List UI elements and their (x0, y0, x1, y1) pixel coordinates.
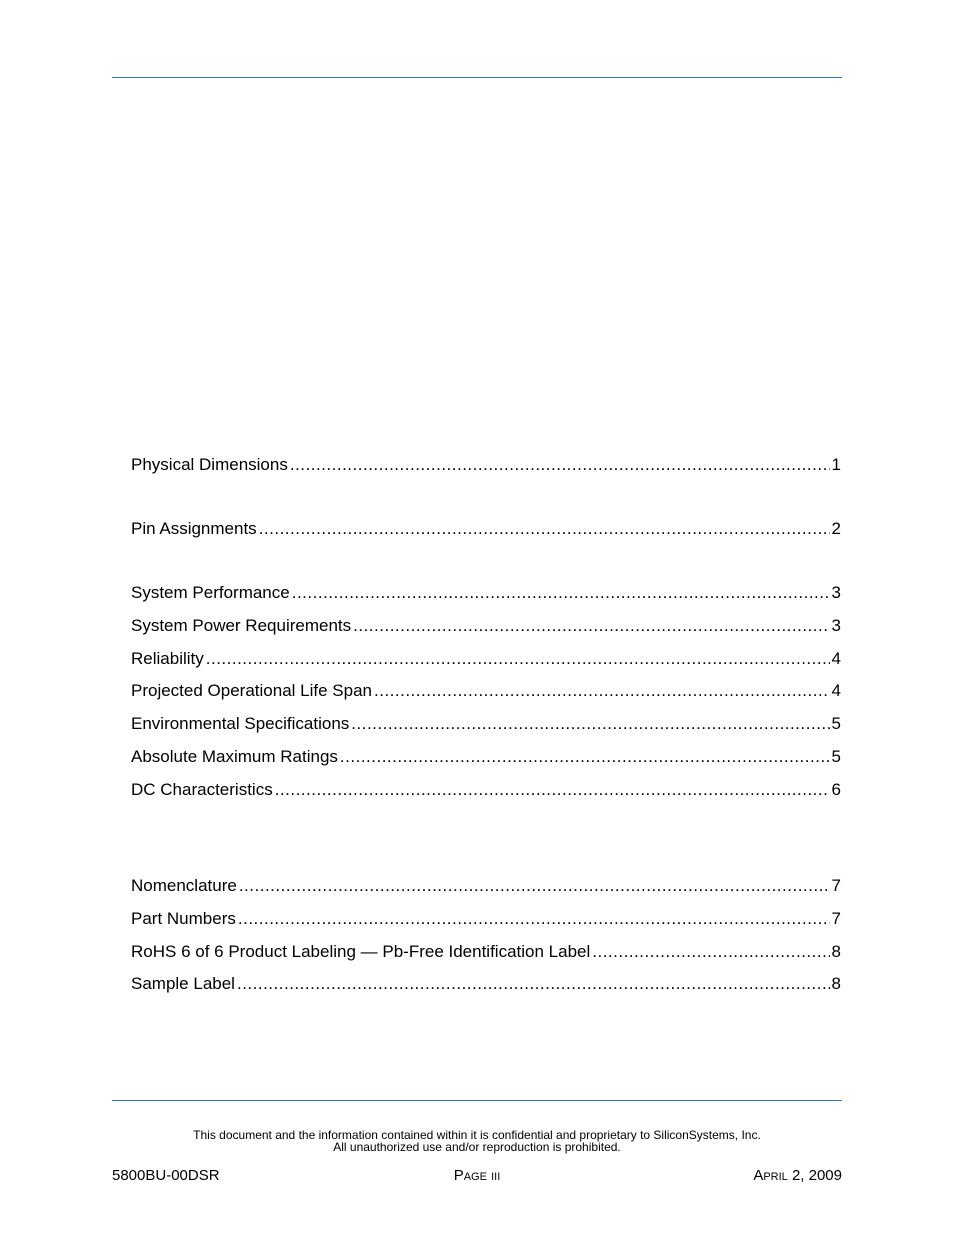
toc-entry-title: Projected Operational Life Span (131, 681, 372, 700)
toc-entry-dc-characteristics[interactable] (131, 779, 841, 801)
toc-entry-page: 4 (831, 649, 841, 668)
notice-line-1: This document and the information contained within it is confidential and proprietary to SiliconSystems, Inc. (193, 1128, 761, 1142)
toc-entry-reliability[interactable] (131, 648, 841, 670)
toc-entry-page: 5 (831, 714, 841, 733)
toc-entry-nomenclature[interactable] (131, 875, 841, 897)
dot-leader (351, 713, 829, 735)
toc-entry-title: Physical Dimensions (131, 455, 288, 474)
notice-line-2: All unauthorized use and/or reproduction is prohibited. (333, 1140, 621, 1154)
dot-leader (259, 518, 830, 540)
dot-leader (292, 582, 830, 604)
toc-entry-page: 1 (831, 455, 841, 474)
confidentiality-notice (112, 1129, 842, 1153)
toc-entry-page: 3 (831, 616, 841, 635)
toc-entry-projected-operational-life-span[interactable] (131, 680, 841, 702)
toc-entry-part-numbers[interactable] (131, 908, 841, 930)
toc-entry-title: Nomenclature (131, 876, 237, 895)
footer-rule (112, 1100, 842, 1101)
dot-leader (290, 454, 830, 476)
page-footer (112, 1166, 842, 1186)
page-number: Page iii (453, 1167, 501, 1184)
toc-entry-title: DC Characteristics (131, 780, 273, 799)
toc-entry-rohs-labeling[interactable] (131, 941, 841, 963)
toc-entry-title: Sample Label (131, 974, 235, 993)
toc-entry-title: Part Numbers (131, 909, 236, 928)
toc-entry-title: Absolute Maximum Ratings (131, 747, 338, 766)
toc-entry-page: 8 (831, 974, 841, 993)
toc-entry-title: Pin Assignments (131, 519, 257, 538)
toc-entry-page: 6 (831, 780, 841, 799)
dot-leader (592, 941, 829, 963)
document-date: April 2, 2009 (753, 1167, 842, 1184)
toc-entry-title: RoHS 6 of 6 Product Labeling — Pb-Free Identification Label (131, 942, 591, 961)
toc-entry-page: 5 (831, 747, 841, 766)
toc-entry-page: 3 (831, 583, 841, 602)
dot-leader (353, 615, 829, 637)
toc-entry-physical-dimensions[interactable] (131, 454, 841, 476)
toc-entry-title: Environmental Specifications (131, 714, 350, 733)
dot-leader (238, 908, 830, 930)
toc-entry-system-power-requirements[interactable] (131, 615, 841, 637)
dot-leader (206, 648, 830, 670)
toc-entry-title: System Performance (131, 583, 290, 602)
dot-leader (237, 973, 830, 995)
toc-entry-system-performance[interactable] (131, 582, 841, 604)
dot-leader (374, 680, 830, 702)
toc-entry-sample-label[interactable] (131, 973, 841, 995)
toc-entry-title: Reliability (131, 649, 204, 668)
toc-entry-page: 4 (831, 681, 841, 700)
dot-leader (275, 779, 830, 801)
toc-entry-page: 2 (831, 519, 841, 538)
header-rule (112, 77, 842, 78)
toc-entry-page: 7 (831, 909, 841, 928)
toc-entry-pin-assignments[interactable] (131, 518, 841, 540)
toc-entry-page: 8 (831, 942, 841, 961)
toc-entry-page: 7 (831, 876, 841, 895)
dot-leader (340, 746, 830, 768)
dot-leader (239, 875, 830, 897)
toc-entry-title: System Power Requirements (131, 616, 352, 635)
document-id: 5800BU-00DSR (112, 1167, 220, 1184)
toc-entry-absolute-maximum-ratings[interactable] (131, 746, 841, 768)
toc-entry-environmental-specifications[interactable] (131, 713, 841, 735)
